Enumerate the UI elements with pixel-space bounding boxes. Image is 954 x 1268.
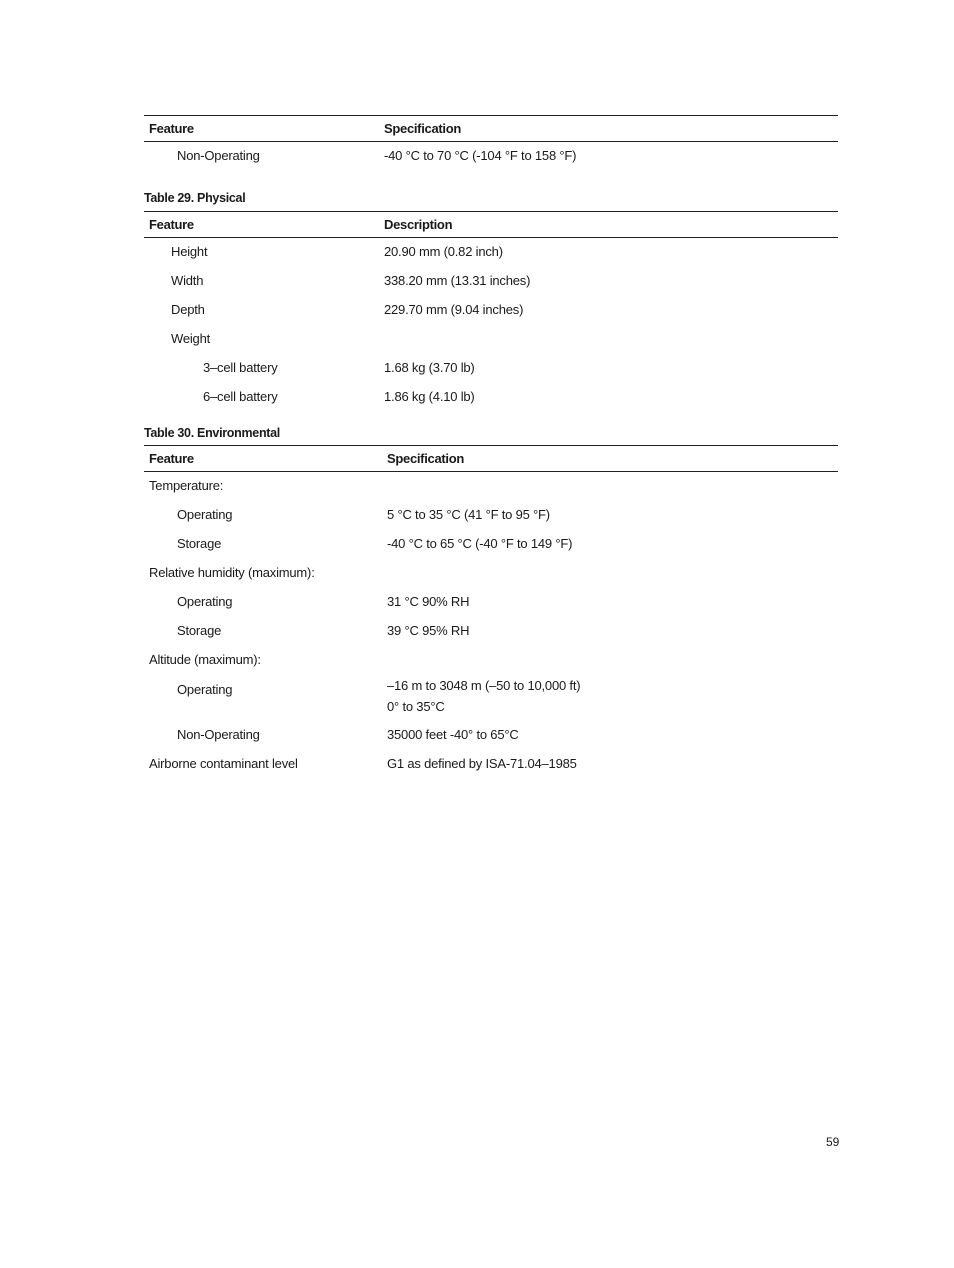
feature-cell: Relative humidity (maximum):: [149, 565, 315, 580]
feature-cell: Non-Operating: [177, 148, 260, 163]
feature-cell: Depth: [171, 302, 205, 317]
value-cell: 338.20 mm (13.31 inches): [384, 273, 531, 288]
table-row: [144, 750, 838, 779]
value-cell: 1.86 kg (4.10 lb): [384, 389, 475, 404]
header-feature: Feature: [149, 121, 194, 136]
value-cell: 39 °C 95% RH: [387, 623, 470, 638]
value-cell: -40 °C to 65 °C (-40 °F to 149 °F): [387, 536, 573, 551]
table-row: [144, 721, 838, 750]
table-row: [144, 325, 838, 354]
table-header: [144, 211, 838, 238]
value-cell: 31 °C 90% RH: [387, 594, 470, 609]
table-row: [144, 530, 838, 559]
feature-cell: Non-Operating: [177, 727, 260, 742]
feature-cell: 6–cell battery: [203, 389, 278, 404]
feature-cell: Operating: [177, 594, 233, 609]
document-page: [144, 115, 838, 779]
header-specification: Specification: [387, 451, 465, 466]
value-cell: -40 °C to 70 °C (-104 °F to 158 °F): [384, 148, 577, 163]
value-cell: [387, 675, 580, 717]
feature-cell: Operating: [177, 507, 233, 522]
feature-cell: Operating: [177, 682, 233, 697]
feature-cell: Width: [171, 273, 204, 288]
table-row: [144, 267, 838, 296]
table-row: [144, 296, 838, 325]
feature-cell: Altitude (maximum):: [149, 652, 261, 667]
feature-cell: Height: [171, 244, 208, 259]
table-continued: [144, 115, 838, 171]
feature-cell: Storage: [177, 623, 222, 638]
value-cell: 229.70 mm (9.04 inches): [384, 302, 524, 317]
page-number: 59: [826, 1135, 840, 1149]
feature-cell: Weight: [171, 331, 211, 346]
table-header: [144, 115, 838, 142]
table-row: [144, 472, 838, 501]
feature-cell: 3–cell battery: [203, 360, 278, 375]
table-row: [144, 646, 838, 675]
table-caption: Table 29. Physical: [144, 191, 246, 205]
header-feature: Feature: [149, 451, 194, 466]
feature-cell: Temperature:: [149, 478, 224, 493]
table-row: [144, 617, 838, 646]
feature-cell: Storage: [177, 536, 222, 551]
header-description: Description: [384, 217, 453, 232]
table-row: [144, 501, 838, 530]
value-line: –16 m to 3048 m (–50 to 10,000 ft): [387, 678, 581, 693]
value-cell: 20.90 mm (0.82 inch): [384, 244, 503, 259]
header-specification: Specification: [384, 121, 462, 136]
table-row: [144, 675, 838, 721]
table-row: [144, 383, 838, 412]
table-row: [144, 559, 838, 588]
table-row: [144, 588, 838, 617]
value-cell: 5 °C to 35 °C (41 °F to 95 °F): [387, 507, 550, 522]
table-environmental: [144, 445, 838, 779]
table-row: [144, 354, 838, 383]
table-row: [144, 238, 838, 267]
value-line: 0° to 35°C: [387, 699, 445, 714]
feature-cell: Airborne contaminant level: [149, 756, 298, 771]
table-header: [144, 445, 838, 472]
value-cell: 35000 feet -40° to 65°C: [387, 727, 519, 742]
header-feature: Feature: [149, 217, 194, 232]
table-row: [144, 142, 838, 171]
table-physical: [144, 211, 838, 412]
value-cell: 1.68 kg (3.70 lb): [384, 360, 475, 375]
table-caption: Table 30. Environmental: [144, 426, 280, 440]
value-cell: G1 as defined by ISA-71.04–1985: [387, 756, 577, 771]
